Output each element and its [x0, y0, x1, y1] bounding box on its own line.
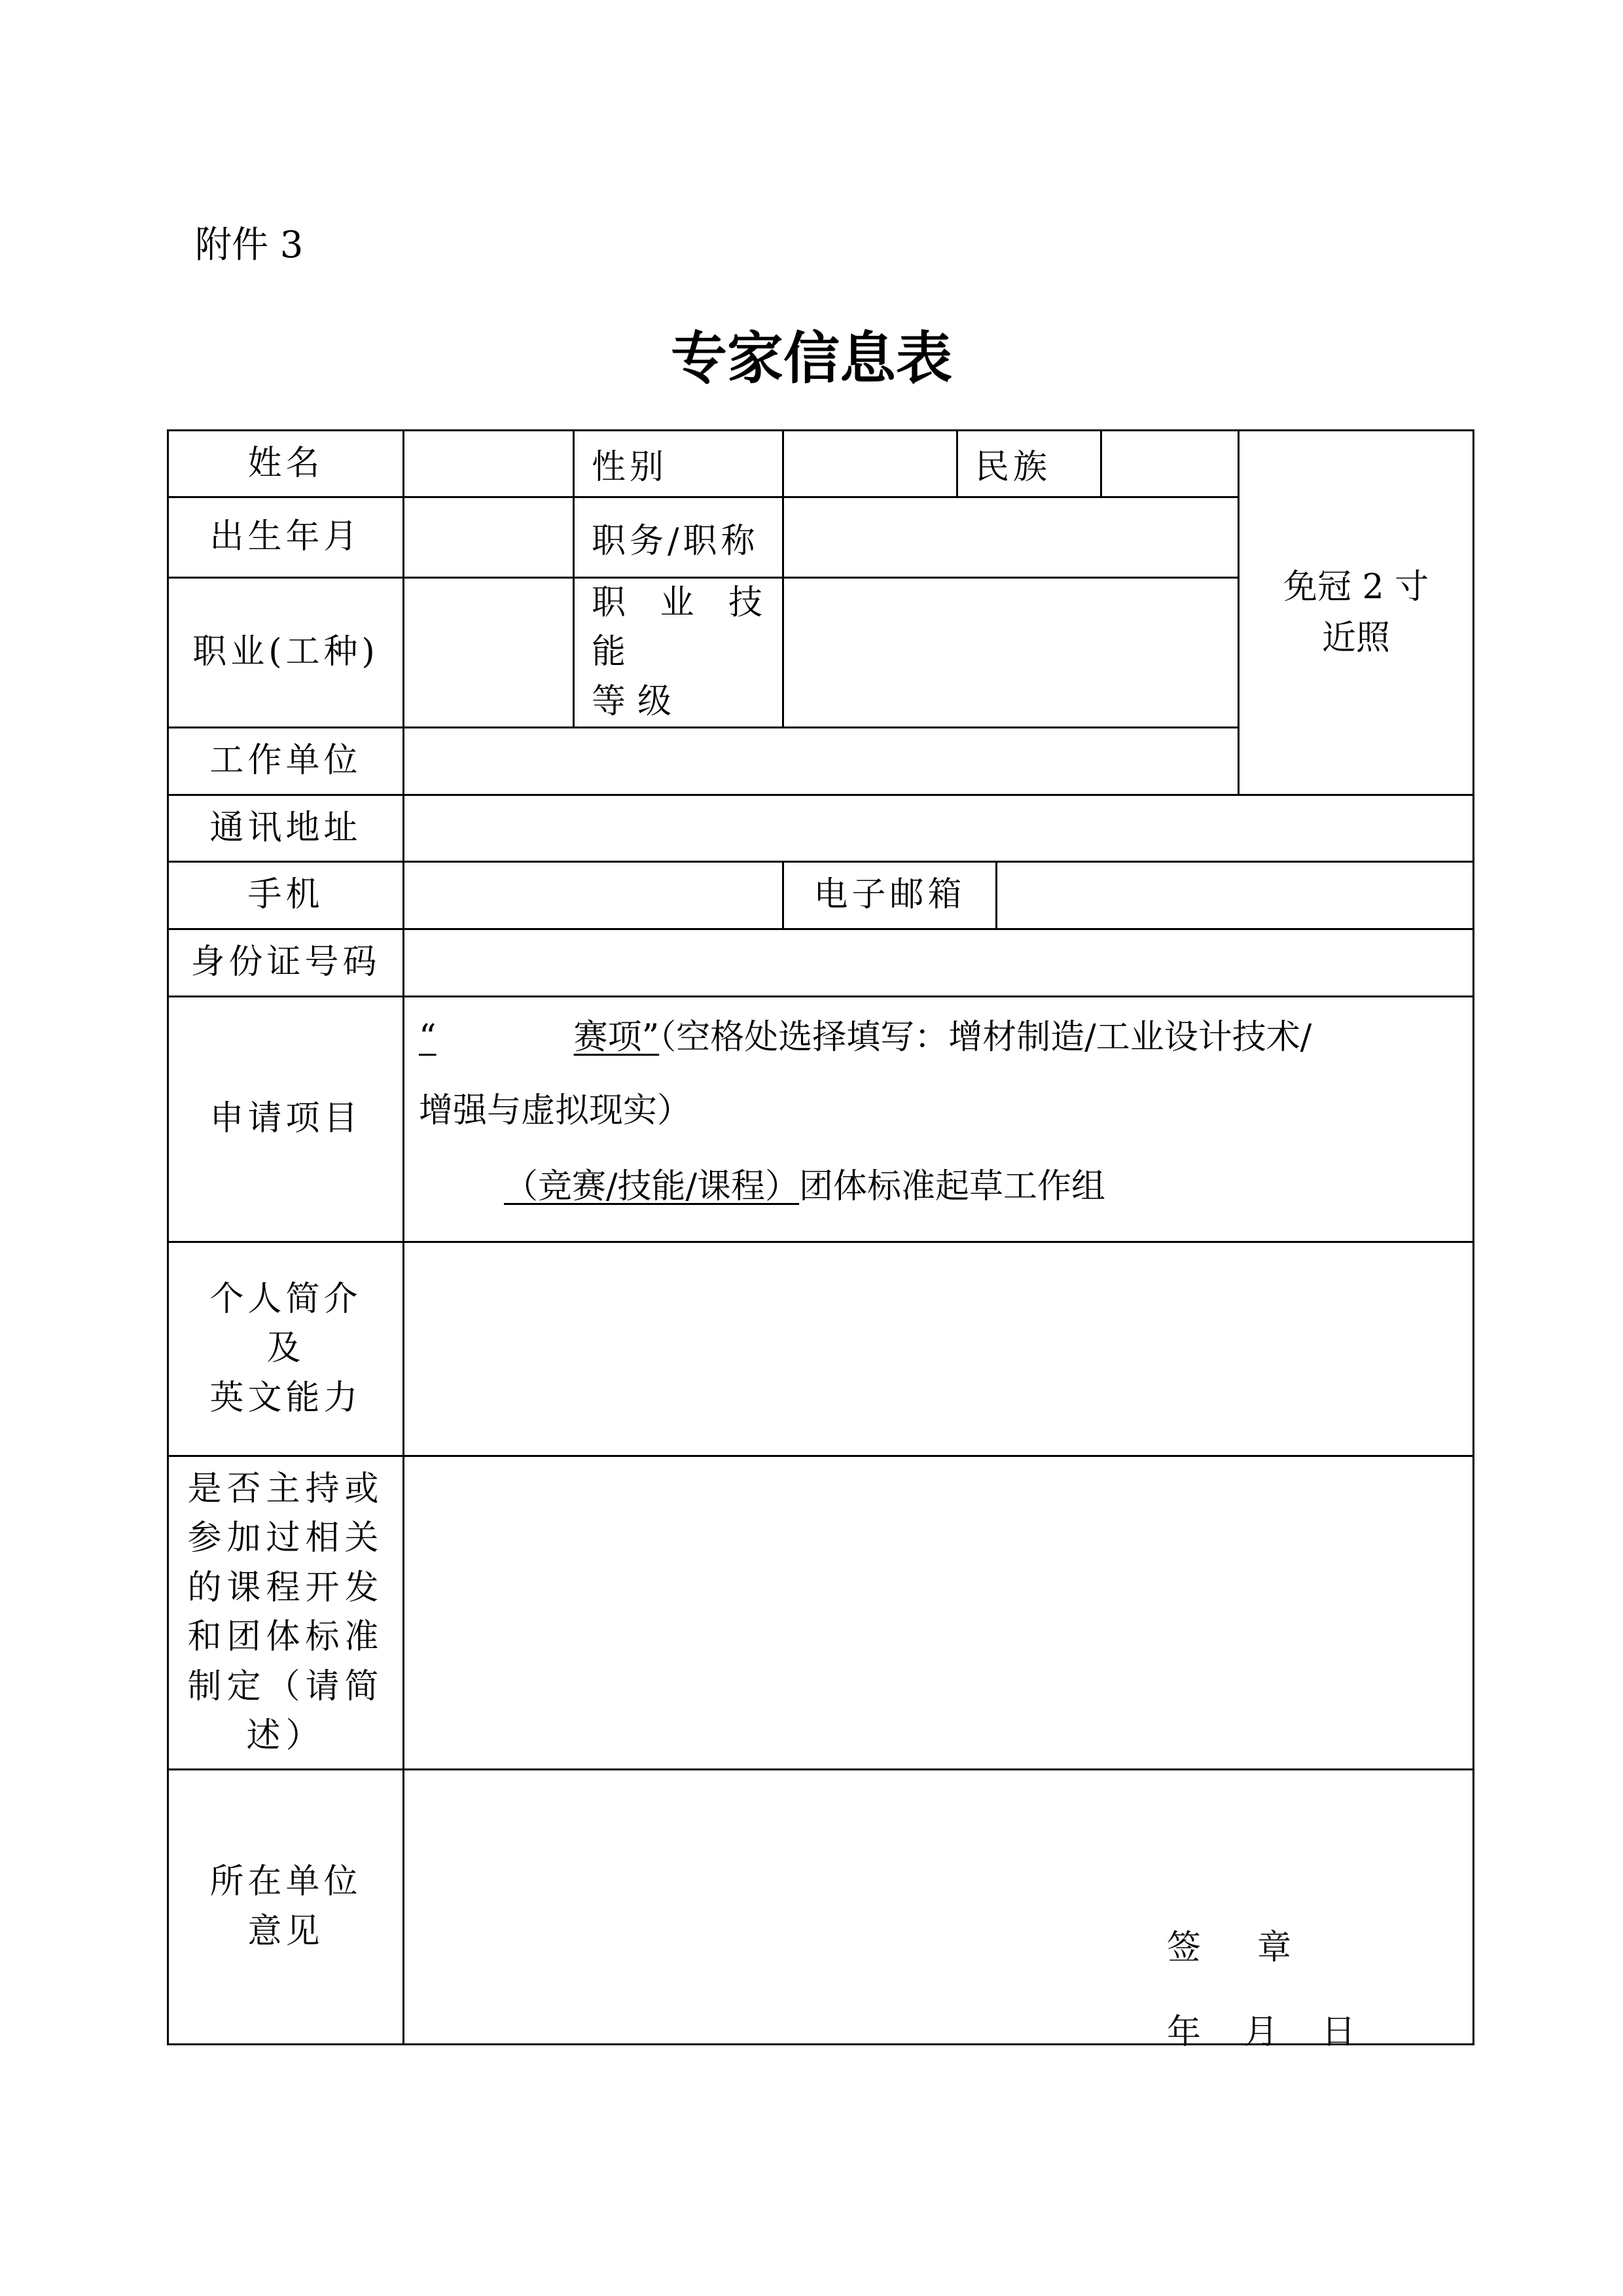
birth-label: 出生年月 [168, 497, 404, 578]
gender-field[interactable] [783, 431, 957, 497]
id-number-label: 身份证号码 [168, 929, 404, 997]
mobile-field[interactable] [404, 862, 783, 929]
ethnicity-field[interactable] [1101, 431, 1239, 497]
skill-level-field[interactable] [783, 578, 1239, 728]
skill-level-label-line1: 职 业 技 能 [592, 583, 775, 672]
bio-label-line2: 及 [266, 1329, 305, 1369]
attachment-label: 附件 3 [195, 224, 304, 266]
email-field[interactable] [997, 862, 1474, 929]
name-field[interactable] [404, 431, 574, 497]
position-label: 职务/职称 [574, 497, 783, 578]
application-content[interactable] [404, 997, 1474, 1242]
working-group-text: 团体标准起草工作组 [799, 1166, 1106, 1206]
name-label: 姓名 [168, 431, 404, 497]
date-label: 年 月 日 [1167, 2013, 1356, 2053]
skill-level-label-line2: 等级 [592, 681, 684, 721]
ethnicity-label: 民族 [957, 431, 1101, 497]
experience-label-line6: 述） [246, 1715, 325, 1755]
skill-level-label [574, 578, 783, 728]
experience-field[interactable] [404, 1456, 1474, 1770]
category-blank[interactable]: （竞赛/技能/课程） [504, 1166, 800, 1206]
birth-field[interactable] [404, 497, 574, 578]
application-instruction: （空格处选择填写：增材制造/工业设计技术/ [659, 1018, 1312, 1058]
occupation-label: 职业(工种) [168, 578, 404, 728]
bio-label-line3: 英文能力 [209, 1378, 362, 1418]
application-line3 [419, 1168, 1458, 1207]
opinion-field[interactable] [404, 1770, 1474, 2053]
experience-label-line4: 和团体标准 [187, 1617, 384, 1657]
opinion-label [168, 1770, 404, 2045]
photo-box[interactable] [1239, 431, 1474, 795]
form-title: 专家信息表 [671, 326, 952, 391]
experience-label-line2: 参加过相关 [187, 1518, 384, 1558]
experience-label-line1: 是否主持或 [187, 1469, 384, 1509]
opinion-label-line2: 意见 [247, 1911, 324, 1951]
application-line1 [419, 1018, 1458, 1058]
opinion-label-line1: 所在单位 [209, 1862, 362, 1902]
bio-label-line1: 个人简介 [209, 1280, 362, 1319]
gender-label: 性别 [574, 431, 783, 497]
expert-info-form [167, 429, 1474, 2053]
email-label: 电子邮箱 [783, 862, 997, 929]
application-line2: 增强与虚拟现实） [419, 1090, 692, 1130]
bio-label [168, 1242, 404, 1456]
experience-label [168, 1456, 404, 1770]
event-blank[interactable]: “ 赛项” [419, 1018, 660, 1058]
experience-label-line3: 的课程开发 [187, 1568, 384, 1607]
occupation-field[interactable] [404, 578, 574, 728]
mobile-label: 手机 [168, 862, 404, 929]
experience-label-line5: 制定（请简 [187, 1666, 384, 1706]
address-field[interactable] [404, 795, 1474, 862]
application-label: 申请项目 [168, 997, 404, 1242]
seal-label: 签 章 [1167, 1928, 1294, 1968]
id-number-field[interactable] [404, 929, 1474, 997]
bio-field[interactable] [404, 1242, 1474, 1456]
position-field[interactable] [783, 497, 1239, 578]
employer-field[interactable] [404, 728, 1239, 795]
photo-hint-line1: 免冠 2 寸 [1283, 567, 1429, 607]
address-label: 通讯地址 [168, 795, 404, 862]
employer-label: 工作单位 [168, 728, 404, 795]
photo-hint-line2: 近照 [1322, 619, 1391, 658]
